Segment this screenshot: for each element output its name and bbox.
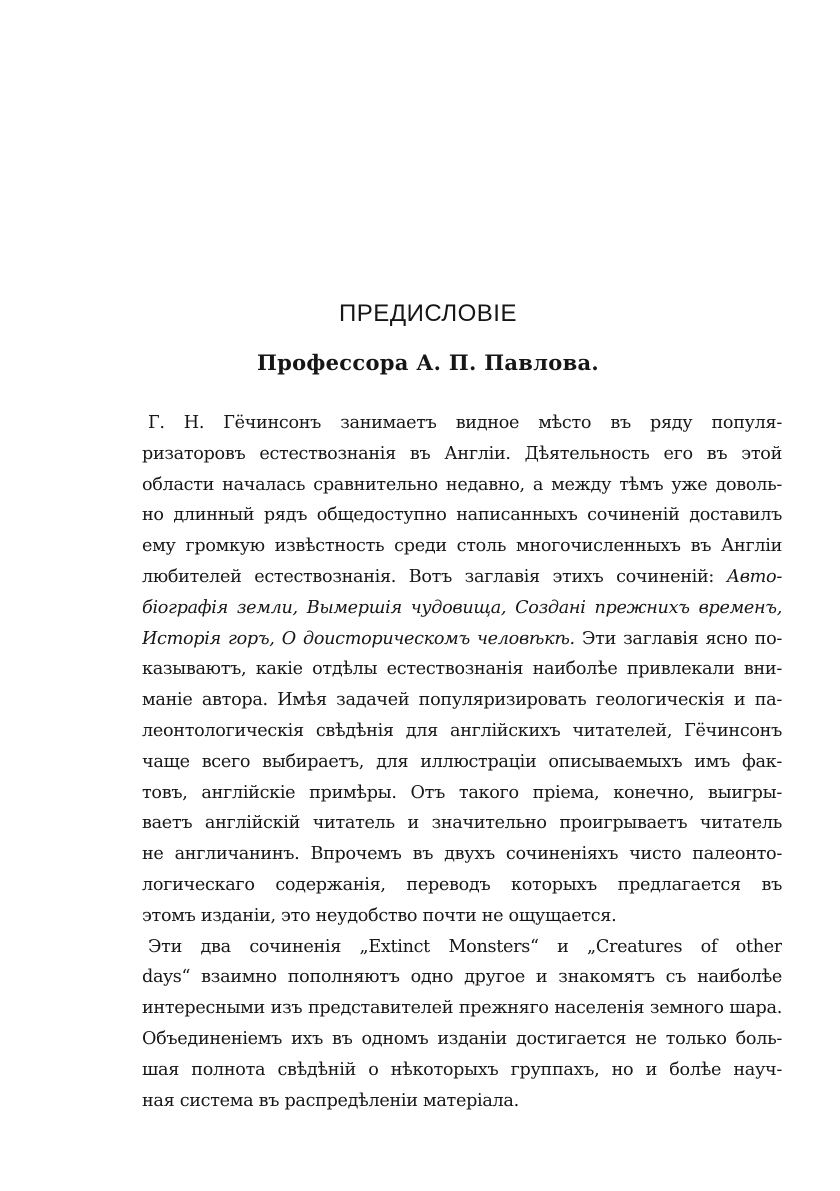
italic-title: Авто- (726, 566, 782, 587)
text-line: области началась сравнительно недавно, а между тѣмъ уже доволь- (142, 474, 782, 495)
text-line: Эти два сочиненія „Extinct Monsters“ и „Creatures of other (148, 936, 782, 957)
preface-title: ПРЕДИСЛОВІЕ (339, 300, 517, 327)
text-line: ная система въ распредѣленіи матеріала. (142, 1090, 519, 1111)
text-line: интересными изъ представителей прежняго населенія земного шара. (142, 998, 782, 1019)
text-line: ваетъ англійскій читатель и значительно проигрываетъ читатель (142, 813, 782, 834)
text-line: леонтологическія свѣдѣнія для англійскихъ читателей, Гёчинсонъ (142, 720, 782, 741)
text-line: чаще всего выбираетъ, для иллюстраціи описываемыхъ имъ фак- (142, 751, 782, 772)
text-line: казываютъ, какіе отдѣлы естествознанія наиболѣе привлекали вни- (142, 659, 782, 680)
text-line: days“ взаимно пополняютъ одно другое и знакомятъ съ наиболѣе (142, 967, 782, 988)
text-line: Г. Н. Гёчинсонъ занимаетъ видное мѣсто въ ряду популя- (148, 413, 782, 433)
text-line (142, 562, 782, 593)
preface-author: Профессора А. П. Павлова. (256, 350, 600, 375)
text-line: шая полнота свѣдѣній о нѣкоторыхъ группахъ, но и болѣе науч- (142, 1059, 782, 1080)
text-line: этомъ изданіи, это неудобство почти не ощущается. (142, 905, 617, 926)
text-line: товъ, англійскіе примѣры. Отъ такого пріема, конечно, выигры- (142, 782, 782, 803)
preface-body (142, 408, 782, 1116)
text-line: маніе автора. Имѣя задачей популяризировать геологическія и па- (142, 690, 782, 711)
text-line: ризаторовъ естествознанія въ Англіи. Дѣятельность его въ этой (142, 443, 782, 464)
text-line: ему громкую извѣстность среди столь многочисленныхъ въ Англіи (142, 536, 782, 557)
text-line-italic: біографія земли, Вымершія чудовища, Создані прежнихъ временъ, (142, 597, 782, 618)
text-line: но длинный рядъ общедоступно написанныхъ сочиненій доставилъ (142, 505, 782, 526)
italic-title: Исторія горъ, О доисторическомъ человѣкѣ. (142, 628, 575, 649)
text-span: любителей естествознанія. Вотъ заглавія этихъ сочиненій: (142, 566, 727, 587)
text-line: не англичанинъ. Впрочемъ въ двухъ сочиненіяхъ чисто палеонто- (142, 844, 782, 865)
text-line: логическаго содержанія, переводъ которыхъ предлагается въ (142, 874, 782, 895)
text-line: Объединеніемъ ихъ въ одномъ изданіи достигается не только боль- (142, 1028, 782, 1049)
text-line (142, 624, 782, 655)
text-span: Эти заглавія ясно по- (574, 628, 782, 649)
